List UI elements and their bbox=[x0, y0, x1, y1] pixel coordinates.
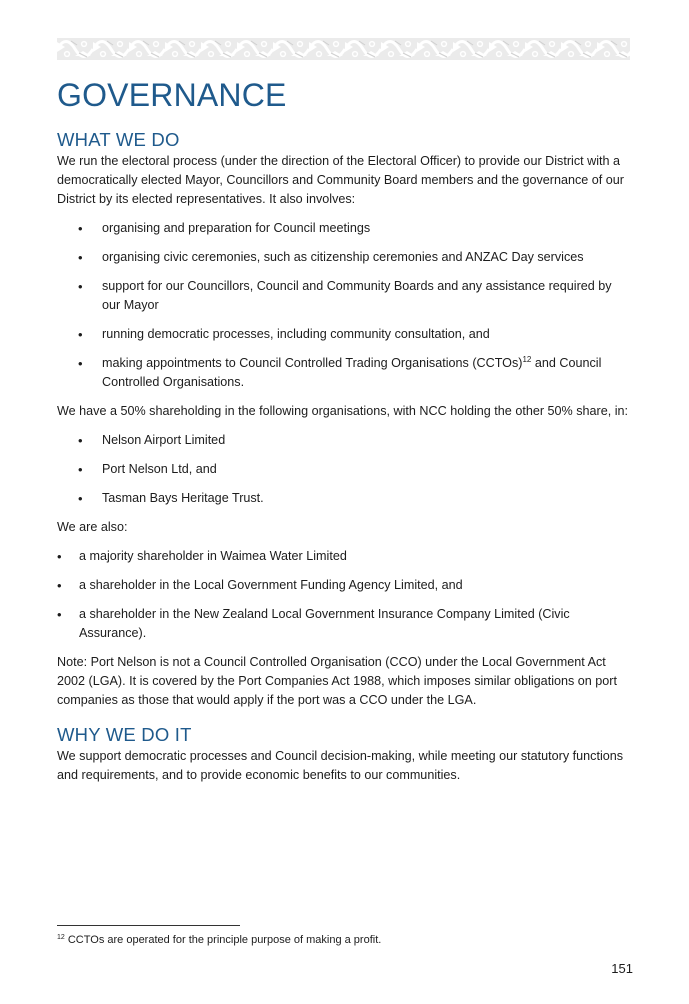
list-item: • a shareholder in the Local Government Funding Agency Limited, and bbox=[57, 578, 463, 593]
shareholdings-list bbox=[57, 431, 632, 508]
list-item: • organising civic ceremonies, such as citizenship ceremonies and ANZAC Day services bbox=[78, 250, 584, 265]
bullet-icon: • bbox=[78, 279, 83, 294]
footnote-reference: 12 bbox=[522, 355, 532, 364]
footnote-text: CCTOs are operated for the principle purpose of making a profit. bbox=[64, 934, 382, 946]
page-title: GOVERNANCE bbox=[57, 77, 287, 113]
bullet-icon: • bbox=[78, 356, 83, 371]
page-number: 151 bbox=[611, 961, 633, 976]
list-item: • organising and preparation for Council meetings bbox=[78, 221, 371, 236]
footnote bbox=[57, 933, 381, 947]
port-nelson-note: Note: Port Nelson is not a Council Controlled Organisation (CCO) under the Local Government Act 2002 (LGA). It is covered by the Port Companies Act 1988, which imposes similar obligations on port companies as those that would apply if the port was a CCO under the LGA. bbox=[57, 655, 617, 707]
also-list bbox=[57, 547, 632, 643]
footnote-divider bbox=[57, 925, 240, 926]
bullet-icon: • bbox=[78, 462, 83, 477]
list-item: • a majority shareholder in Waimea Water Limited bbox=[57, 549, 347, 564]
list-item: • a shareholder in the New Zealand Local Government Insurance Company Limited (Civic Assurance). bbox=[57, 607, 570, 640]
bullet-icon: • bbox=[78, 433, 83, 448]
bullet-icon: • bbox=[57, 578, 62, 593]
page-content bbox=[57, 128, 632, 795]
list-item: • Nelson Airport Limited bbox=[78, 433, 226, 448]
list-item: • support for our Councillors, Council and Community Boards and any assistance required by our Mayor bbox=[78, 279, 612, 312]
why-we-do-it-body: We support democratic processes and Council decision-making, while meeting our statutory functions and requirements, and to provide economic benefits to our communities. bbox=[57, 749, 624, 782]
list-item: • Port Nelson Ltd, and bbox=[78, 462, 217, 477]
involves-list bbox=[57, 219, 632, 392]
also-intro: We are also: bbox=[57, 520, 128, 534]
what-we-do-intro: We run the electoral process (under the direction of the Electoral Officer) to provide our District with a democratically elected Mayor, Councillors and Community Board members and the governance of our District by its elected representatives. It also involves: bbox=[57, 154, 624, 206]
section-heading-why-we-do-it: WHY WE DO IT bbox=[57, 724, 192, 745]
list-item: • making appointments to Council Controlled Trading Organisations (CCTOs)$^{12}$ and Council Controlled Organisations. bbox=[78, 355, 602, 389]
list-item: • Tasman Bays Heritage Trust. bbox=[78, 491, 264, 506]
bullet-icon: • bbox=[78, 491, 83, 506]
bullet-icon: • bbox=[57, 549, 62, 564]
bullet-icon: • bbox=[57, 607, 62, 622]
decorative-pattern-banner-icon bbox=[57, 38, 630, 60]
bullet-icon: • bbox=[78, 221, 83, 236]
list-item: • running democratic processes, including community consultation, and bbox=[78, 327, 490, 342]
section-heading-what-we-do: WHAT WE DO bbox=[57, 129, 180, 150]
bullet-icon: • bbox=[78, 327, 83, 342]
bullet-icon: • bbox=[78, 250, 83, 265]
footnote-number: 12 bbox=[57, 934, 65, 941]
shareholding-intro: We have a 50% shareholding in the following organisations, with NCC holding the other 50% share, in: bbox=[57, 404, 629, 418]
